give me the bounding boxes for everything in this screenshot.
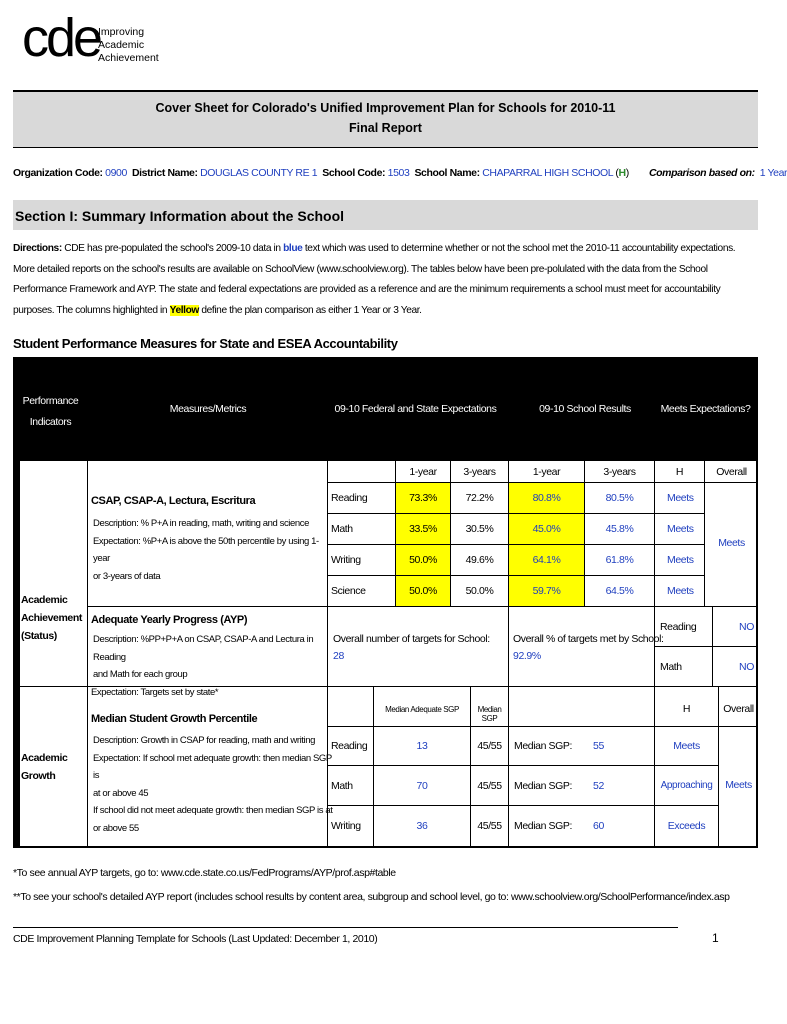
page-number: 1 [712,931,719,945]
comparison-label: Comparison based on: [648,167,755,179]
col-overall: Overall [705,461,758,483]
col-res-3years: 3-years [585,461,655,483]
ayp-math-value: NO [713,647,758,687]
median-sgp-label: Median SGP: [514,780,573,792]
growth-meets-value: Meets [655,727,719,766]
footer-text: CDE Improvement Planning Template for Schools (Last Updated: December 1, 2010) [13,933,378,945]
row-subject: Writing [328,806,374,846]
desc-line: Expectation: If school met adequate growth: then median SGP is [93,752,332,781]
desc-line: If school did not meet adequate growth: then median SGP is at [93,805,333,816]
table-right-border [756,461,758,847]
directions-blue-word: blue [283,243,303,254]
school-level-close: ) [625,167,629,179]
exp-1year-value: 73.3% [396,483,451,514]
meets-value: Meets [655,514,705,545]
org-code-label: Organization Code: [13,167,103,179]
median-sgp-target: 45/55 [471,806,509,846]
desc-line: or 3-years of data [93,570,161,582]
col-exp-3years: 3-years [451,461,509,483]
directions-text: text which was used to determine whether or not the school met the 2010-11 accountability expectations. More detailed reports on the school's results are available on SchoolView (www.schoolview.org). The tables below have been pre-polulated with the data from the School Performance Framework and AYP. The state and federal expectations are provided as a reference and are the minimum requirements a school must meet for accountability purposes. The columns highlighted in [13,243,736,316]
growth-blank-header [328,687,374,727]
section-title: Section I: Summary Information about the School [15,208,345,224]
header-performance-indicators [13,391,88,433]
exp-1year-value: 50.0% [396,576,451,607]
school-level-open: ( [615,167,619,179]
school-name-label: School Name: [414,167,480,179]
res-1year-value: 64.1% [509,545,585,576]
logo-tagline-line: Achievement [98,52,159,64]
row-subject: Writing [328,545,396,576]
exp-3years-value: 50.0% [451,576,509,607]
adequate-sgp-value: 13 [374,727,471,766]
median-sgp-target: 45/55 [471,727,509,766]
median-sgp-result [509,727,655,766]
res-3years-value: 45.8% [585,514,655,545]
median-sgp-label: Median SGP: [514,740,573,752]
section-header [13,200,758,230]
growth-title: Median Student Growth Percentile [91,713,258,725]
col-median-sgp: Median SGP [471,687,509,727]
directions-text: CDE has pre-populated the school's 2009-10 data in [61,243,284,254]
blank-header [328,461,396,483]
comparison-value: 1 Year [759,167,787,179]
header-meets: Meets Expectations? [660,403,751,415]
report-subtitle: Final Report [349,121,422,135]
growth-description [93,732,333,837]
median-sgp-value: 55 [593,740,604,752]
footnote-ayp-targets: *To see annual AYP targets, go to: www.cde.state.co.us/FedPrograms/AYP/prof.asp#table [13,867,396,879]
ayp-reading-value: NO [713,607,758,647]
exp-3years-value: 72.2% [451,483,509,514]
ayp-title: Adequate Yearly Progress (AYP) [91,614,248,626]
desc-line: and Math for each group [93,669,188,680]
median-sgp-target: 45/55 [471,766,509,806]
meets-value: Meets [655,483,705,514]
cde-logo: cde [22,8,101,68]
desc-line: Description: %PP+P+A on CSAP, CSAP-A and Lectura in Reading [93,634,314,663]
achievement-indicator-cell [20,461,88,687]
res-3years-value: 61.8% [585,545,655,576]
header-expectations: 09-10 Federal and State Expectations [334,403,497,415]
table-bottom-border [13,846,758,848]
indicator-text: Academic [21,752,68,764]
growth-indicator-label [21,749,67,785]
col-exp-1year: 1-year [396,461,451,483]
footnote-ayp-report: **To see your school's detailed AYP report (includes school results by content area, subgroup and school level, go to: www.schoolview.org/SchoolPerformance/index.asp [13,891,730,903]
logo-tagline-line: Improving [98,26,145,38]
row-subject: Math [328,514,396,545]
district-label: District Name: [131,167,198,179]
ayp-pct [513,631,664,665]
growth-col-h: H [655,687,719,727]
growth-meets-value: Exceeds [655,806,719,846]
desc-line: at or above 45 [93,787,149,799]
achievement-overall-value: Meets [718,537,745,549]
desc-line: or above 55 [93,822,139,834]
header-measures: Measures/Metrics [169,403,247,415]
row-subject: Reading [328,727,374,766]
ayp-reading-subject: Reading [655,607,713,647]
indicator-text: (Status) [21,630,57,642]
school-code-label: School Code: [322,167,386,179]
desc-line: Expectation: %P+A is above the 50th percentile by using 1-year [93,535,319,564]
row-subject: Math [328,766,374,806]
ayp-pct-value: 92.9% [513,650,541,662]
median-sgp-value: 52 [593,780,604,792]
adequate-sgp-value: 36 [374,806,471,846]
directions-text: define the plan comparison as either 1 Year or 3 Year. [198,304,422,316]
desc-line: Description: Growth in CSAP for reading, math and writing [93,735,316,746]
meets-value: Meets [655,576,705,607]
school-level-value: H [618,167,626,179]
growth-col-overall: Overall [719,687,758,727]
res-3years-value: 80.5% [585,483,655,514]
footer-divider [13,927,678,928]
ayp-targets-label: Overall number of targets for School: [333,633,490,645]
csap-description [93,515,328,585]
exp-3years-value: 30.5% [451,514,509,545]
indicator-text: Academic [21,594,68,606]
ayp-math-subject: Math [655,647,713,687]
row-subject: Science [328,576,396,607]
report-title: Cover Sheet for Colorado's Unified Improvement Plan for Schools for 2010-11 [155,101,616,115]
growth-meets-value: Approaching [655,766,719,806]
logo-tagline [98,26,159,65]
median-sgp-result [509,806,655,846]
school-code-value: 1503 [387,167,410,179]
growth-results-blank [509,687,655,727]
school-name-value: CHAPARRAL HIGH SCHOOL [482,167,613,179]
logo-tagline-line: Academic [98,39,145,51]
header-results: 09-10 School Results [539,403,631,415]
res-3years-value: 64.5% [585,576,655,607]
table-title: Student Performance Measures for State and ESEA Accountability [13,336,398,351]
directions-paragraph [13,239,758,321]
growth-overall-value: Meets [725,779,752,791]
csap-title: CSAP, CSAP-A, Lectura, Escritura [91,495,256,507]
median-sgp-value: 60 [593,820,604,832]
col-median-adequate-sgp: Median Adequate SGP [374,687,471,727]
indicator-column-bar [13,461,20,846]
exp-1year-value: 50.0% [396,545,451,576]
median-sgp-result [509,766,655,806]
header-text: Performance [22,395,79,407]
median-sgp-label: Median SGP: [514,820,573,832]
directions-label: Directions: [13,243,62,254]
res-1year-value: 45.0% [509,514,585,545]
header-text: Indicators [29,416,72,428]
ayp-pct-label: Overall % of targets met by School: [513,633,664,645]
achievement-indicator-label [21,591,82,645]
performance-table [13,357,758,846]
ayp-targets [333,631,490,665]
report-title-box [13,90,758,148]
col-res-1year: 1-year [509,461,585,483]
organization-info-row [13,167,787,179]
res-1year-value: 59.7% [509,576,585,607]
desc-line: Expectation: Targets set by state* [91,686,219,698]
col-h: H [655,461,705,483]
exp-3years-value: 49.6% [451,545,509,576]
district-value: DOUGLAS COUNTY RE 1 [200,167,318,179]
org-code-value: 0900 [105,167,127,179]
res-1year-value: 80.8% [509,483,585,514]
ayp-targets-value: 28 [333,650,344,662]
adequate-sgp-value: 70 [374,766,471,806]
directions-yellow-word: Yellow [169,304,199,316]
indicator-text: Growth [21,770,56,782]
exp-1year-value: 33.5% [396,514,451,545]
desc-line: Description: % P+A in reading, math, writing and science [93,518,310,529]
row-subject: Reading [328,483,396,514]
indicator-text: Achievement [21,612,82,624]
meets-value: Meets [655,545,705,576]
